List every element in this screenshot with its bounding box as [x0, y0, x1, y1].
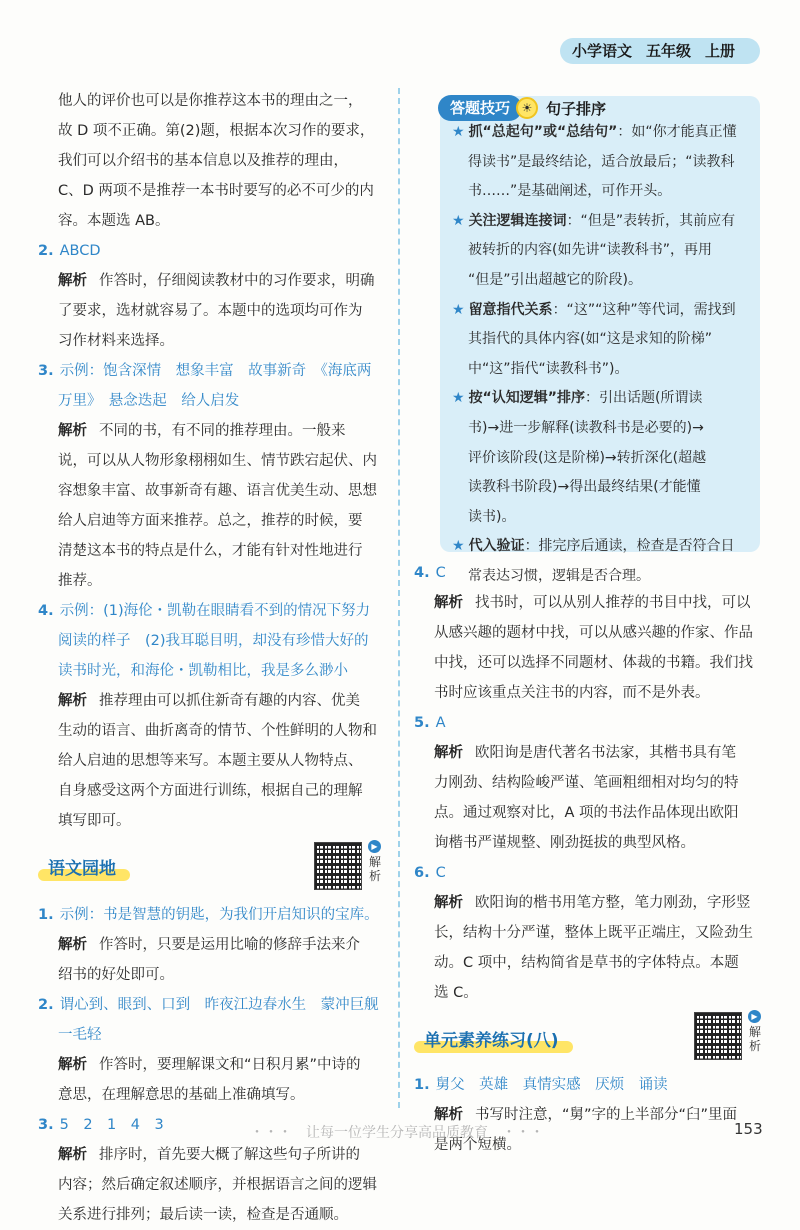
- question-number: 4.: [38, 603, 54, 619]
- text-line: C、D 两项不是推荐一本书时要写的必不可少的内: [58, 183, 374, 199]
- answer-text: A: [435, 715, 446, 731]
- tip-head: 留意指代关系: [468, 301, 553, 318]
- text-line: 欧阳询是唐代著名书法家，其楷书具有笔: [475, 745, 736, 761]
- analysis-tag: 解析: [434, 595, 463, 611]
- answer-block-y2: [38, 990, 388, 1110]
- tip-text: 中“这”指代“读教科书”)。: [468, 360, 629, 377]
- question-number: 2.: [38, 243, 54, 259]
- header-volume: 上册: [705, 42, 736, 60]
- answer-text: 读书时光，和海伦・凯勒相比，我是多么渺小: [58, 663, 348, 679]
- analysis-tag: 解析: [434, 895, 463, 911]
- answer-block-q2: [38, 236, 388, 356]
- text-line: 排序时，首先要大概了解这些句子所讲的: [99, 1147, 360, 1163]
- section-title: 语文园地: [48, 859, 116, 879]
- text-line: 故 D 项不正确。第(2)题，根据本次习作的要求，: [58, 123, 375, 139]
- tip-text: “但是”引出超越它的阶段)。: [468, 271, 642, 288]
- tip-text: 书)→进一步解释(读教科书是必要的)→: [468, 419, 704, 436]
- text-line: 容想象丰富、故事新奇有趣、语言优美生动、思想: [58, 483, 377, 499]
- text-line: 询楷书严谨规整、刚劲挺拔的典型风格。: [434, 835, 695, 851]
- text-line: 欧阳询的楷书用笔方整，笔力刚劲，字形竖: [475, 895, 751, 911]
- text-line: 推荐。: [58, 573, 102, 589]
- text-line: 习作材料来选择。: [58, 333, 174, 349]
- answer-text: 舅父 英雄 真情实感 厌烦 诵读: [435, 1077, 668, 1093]
- text-line: 内容；然后确定叙述顺序，并根据语言之间的逻辑: [58, 1177, 377, 1193]
- text-line: 书写时注意，“舅”字的上半部分“臼”里面: [475, 1107, 738, 1123]
- tip-text: ：“但是”表转折，其前应有: [566, 212, 736, 229]
- text-line: 作答时，仔细阅读教材中的习作要求，明确: [99, 273, 375, 289]
- star-icon: ★: [452, 390, 465, 407]
- answer-block-prev: [38, 86, 388, 236]
- text-line: 作答时，只要是运用比喻的修辞手法来介: [99, 937, 360, 953]
- answer-text: C: [435, 865, 446, 881]
- question-number: 4.: [414, 565, 430, 581]
- analysis-tag: 解析: [58, 1057, 87, 1073]
- play-icon: ▶: [368, 840, 381, 853]
- tips-title: 句子排序: [546, 99, 607, 118]
- answer-text: 阅读的样子 (2)我耳聪目明，却没有珍惜大好的: [58, 633, 369, 649]
- answer-text: 一毛轻: [58, 1027, 102, 1043]
- text-line: 绍书的好处即可。: [58, 967, 174, 983]
- section-header-yuwen-yuandi: [38, 836, 388, 900]
- analysis-tag: 解析: [58, 273, 87, 289]
- analysis-tag: 解析: [434, 1107, 463, 1123]
- tip-text: 得读书”是最终结论，适合放最后；“读教科: [468, 153, 735, 170]
- analysis-tag: 解析: [58, 937, 87, 953]
- tip-text: 读书)。: [468, 508, 516, 525]
- text-line: 选 C。: [434, 985, 478, 1001]
- question-number: 1.: [414, 1077, 430, 1093]
- tip-text: 书……”是基础阐述，可作开头。: [468, 183, 672, 200]
- question-number: 5.: [414, 715, 430, 731]
- text-line: 点。通过观察对比，A 项的书法作品体现出欧阳: [434, 805, 739, 821]
- qr-label-text: 解析: [748, 1025, 761, 1053]
- tip-text: 被转折的内容(如先讲“读教科书”，再用: [468, 242, 712, 259]
- text-line: 长，结构十分严谨，整体上既平正端庄，又险劲生: [434, 925, 753, 941]
- star-icon: ★: [452, 212, 465, 229]
- text-line: 生动的语言、曲折离奇的情节、个性鲜明的人物和: [58, 723, 377, 739]
- text-line: 动。C 项中，结构简省是草书的字体特点。本题: [434, 955, 739, 971]
- text-line: 说，可以从人物形象栩栩如生、情节跌宕起伏、内: [58, 453, 377, 469]
- star-icon: ★: [452, 124, 465, 140]
- footer-slogan: ・・・ 让每一位学生分享高品质教育 ・・・: [250, 1125, 544, 1141]
- section-title-badge: [38, 854, 126, 884]
- text-line: 关系进行排列；最后读一读，检查是否通顺。: [58, 1207, 348, 1223]
- text-line: 找书时，可以从别人推荐的书目中找，可以: [475, 595, 751, 611]
- answer-block-u1: [414, 1070, 764, 1160]
- answer-text: 谓心到、眼到、口到 昨夜江边春水生 蒙冲巨舰: [59, 997, 379, 1013]
- answer-block-r6: [414, 858, 764, 1008]
- text-line: 给人启迪的思想等来写。本题主要从人物特点、: [58, 753, 363, 769]
- text-line: 中找，还可以选择不同题材、体裁的书籍。我们找: [434, 655, 753, 671]
- tip-head: 代入验证: [468, 538, 525, 555]
- tip-text: ：引出话题(所谓读: [584, 390, 703, 407]
- text-line: 力刚劲、结构险峻严谨、笔画粗细相对均匀的特: [434, 775, 739, 791]
- text-line: 自身感受这两个方面进行训练，根据自己的理解: [58, 783, 363, 799]
- tip-text: 读教科书阶段)→得出最终结果(才能懂: [468, 479, 701, 496]
- tips-body: [452, 118, 758, 592]
- answer-text: ABCD: [59, 243, 101, 259]
- lightbulb-icon: ☀: [516, 97, 538, 119]
- tips-box: [440, 96, 760, 584]
- text-line: 作答时，要理解课文和“日积月累”中诗的: [99, 1057, 361, 1073]
- answer-text: 示例：书是智慧的钥匙，为我们开启知识的宝库。: [59, 907, 379, 923]
- section-title-badge: [414, 1026, 569, 1056]
- section-title: 单元素养练习(八): [424, 1031, 559, 1051]
- text-line: 给人启迪等方面来推荐。总之，推荐的时候，要: [58, 513, 363, 529]
- text-line: 是两个短横。: [434, 1137, 521, 1153]
- question-number: 1.: [38, 907, 54, 923]
- answer-text: 示例：饱含深情 想象丰富 故事新奇 《海底两: [59, 363, 372, 379]
- header-subject-pill: [560, 38, 760, 64]
- qr-label: [748, 1010, 762, 1053]
- question-number: 3.: [38, 1117, 54, 1133]
- tip-text: ：“这”“这种”等代词，需找到: [552, 301, 736, 318]
- text-line: 填写即可。: [58, 813, 131, 829]
- analysis-tag: 解析: [58, 1147, 87, 1163]
- text-line: 推荐理由可以抓住新奇有趣的内容、优美: [99, 693, 360, 709]
- left-column: [38, 86, 388, 1230]
- right-column: [414, 558, 764, 1160]
- answer-block-r5: [414, 708, 764, 858]
- text-line: 容。本题选 AB。: [58, 213, 170, 229]
- text-line: 了要求，选材就容易了。本题中的选项均可作为: [58, 303, 363, 319]
- tip-text: 常表达习惯，逻辑是否合理。: [468, 567, 650, 584]
- answer-text: C: [435, 565, 446, 581]
- tip-text: ：排完序后通读，检查是否符合日: [524, 538, 735, 555]
- text-line: 他人的评价也可以是你推荐这本书的理由之一，: [58, 93, 363, 109]
- tip-head: 抓“总起句”或“总结句”: [468, 124, 618, 140]
- question-number: 2.: [38, 997, 54, 1013]
- qr-code-icon[interactable]: [694, 1012, 742, 1060]
- answer-text: 5 2 1 4 3: [59, 1117, 164, 1133]
- answer-block-q4: [38, 596, 388, 836]
- star-icon: ★: [452, 538, 465, 555]
- text-line: 书时应该重点关注书的内容，而不是外表。: [434, 685, 710, 701]
- qr-label: [368, 840, 382, 883]
- answer-text: 万里》 悬念迭起 给人启发: [58, 393, 240, 409]
- qr-code-icon[interactable]: [314, 842, 362, 890]
- text-line: 不同的书，有不同的推荐理由。一般来: [99, 423, 346, 439]
- tip-text: 其指代的具体内容(如“这是求知的阶梯”: [468, 331, 712, 348]
- section-header-unit-practice: [414, 1008, 764, 1070]
- tips-header: [438, 92, 606, 124]
- qr-label-text: 解析: [368, 855, 381, 883]
- answer-text: 示例：(1)海伦・凯勒在眼睛看不到的情况下努力: [59, 603, 371, 619]
- question-number: 6.: [414, 865, 430, 881]
- tip-head: 按“认知逻辑”排序: [468, 390, 585, 407]
- tip-text: ：如“你才能真正懂: [617, 124, 737, 140]
- text-line: 我们可以介绍书的基本信息以及推荐的理由，: [58, 153, 348, 169]
- answer-block-q3: [38, 356, 388, 596]
- header-grade: 五年级: [646, 42, 692, 60]
- answer-block-r4: [414, 558, 764, 708]
- page-number: 153: [734, 1120, 763, 1138]
- tips-badge: 答题技巧: [438, 95, 522, 121]
- header-subject: 小学语文: [572, 42, 633, 60]
- tip-text: 评价该阶段(这是阶梯)→转折深化(超越: [468, 449, 707, 466]
- text-line: 意思，在理解意思的基础上准确填写。: [58, 1087, 305, 1103]
- column-divider: [398, 88, 400, 1108]
- analysis-tag: 解析: [58, 693, 87, 709]
- question-number: 3.: [38, 363, 54, 379]
- star-icon: ★: [452, 301, 465, 318]
- tip-head: 关注逻辑连接词: [468, 212, 567, 229]
- text-line: 清楚这本书的特点是什么，才能有针对性地进行: [58, 543, 363, 559]
- text-line: 从感兴趣的题材中找，可以从感兴趣的作家、作品: [434, 625, 753, 641]
- play-icon: ▶: [748, 1010, 761, 1023]
- analysis-tag: 解析: [58, 423, 87, 439]
- answer-block-y1: [38, 900, 388, 990]
- analysis-tag: 解析: [434, 745, 463, 761]
